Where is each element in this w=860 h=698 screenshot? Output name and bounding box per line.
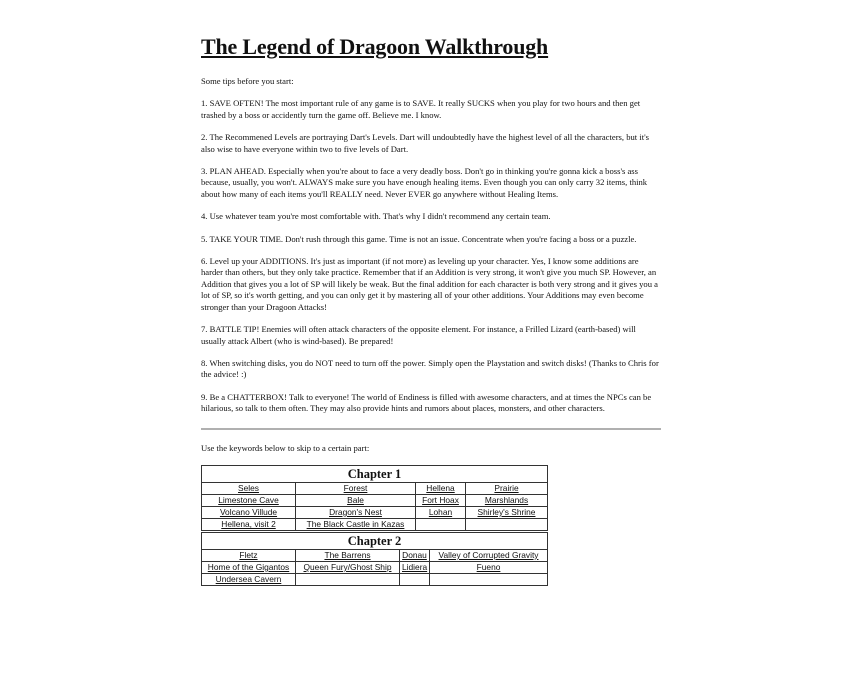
link-undersea-cavern[interactable]: Undersea Cavern [215, 573, 282, 584]
link-fueno[interactable]: Fueno [476, 561, 501, 572]
link-fort-hoax[interactable]: Fort Hoax [422, 494, 459, 505]
link-hellena[interactable]: Hellena [426, 482, 455, 493]
tip-6: 6. Level up your ADDITIONS. It's just as important (if not more) as leveling up your character. Yes, I know some additions are harder than others, but they only take practice. Remember that if an Addition is very strong, it won't give you much SP. However, an Addition that gives you a lot of SP will likely be weak. But the final addition for each character is both very strong and it gives you a lot of SP, so it's worth getting, and you can only get it by mastering all of your other additions. Your Additions may even become stronger than your Dragoon Attacks! [201, 256, 658, 312]
table-row [202, 573, 548, 585]
horizontal-divider [201, 428, 661, 430]
table-row [202, 482, 548, 494]
link-black-castle-kazas[interactable]: The Black Castle in Kazas [306, 518, 405, 529]
page-title: The Legend of Dragoon Walkthrough [201, 34, 549, 59]
table-row [202, 518, 548, 530]
link-the-barrens[interactable]: The Barrens [324, 549, 371, 560]
link-seles[interactable]: Seles [238, 482, 259, 493]
link-home-of-gigantos[interactable]: Home of the Gigantos [207, 561, 290, 572]
link-fletz[interactable]: Fletz [239, 549, 258, 560]
tip-4: 4. Use whatever team you're most comfortable with. That's why I didn't recommend any certain team. [201, 211, 551, 222]
tip-7: 7. BATTLE TIP! Enemies will often attack characters of the opposite element. For instance, a Frilled Lizard (earth-based) will usually attack Albert (who is wind-based). Be prepared! [201, 324, 636, 346]
link-volcano-villude[interactable]: Volcano Villude [219, 506, 278, 517]
table-row [202, 561, 548, 573]
link-queen-fury-ghost-ship[interactable]: Queen Fury/Ghost Ship [303, 561, 392, 572]
link-forest[interactable]: Forest [343, 482, 368, 493]
empty-cell [400, 573, 430, 585]
chapter-2-table [201, 532, 548, 586]
link-dragons-nest[interactable]: Dragon's Nest [329, 506, 382, 517]
link-bale[interactable]: Bale [347, 494, 364, 505]
link-prairie[interactable]: Prairie [494, 482, 519, 493]
tip-1: 1. SAVE OFTEN! The most important rule of any game is to SAVE. It really SUCKS when you play for two hours and then get trashed by a boss or accidently turn the game off. Believe me. I know. [201, 98, 641, 120]
link-limestone-cave[interactable]: Limestone Cave [218, 494, 279, 505]
link-hellena-visit-2[interactable]: Hellena, visit 2 [221, 518, 276, 529]
table-row [202, 549, 548, 561]
tip-8: 8. When switching disks, you do NOT need to turn off the power. Simply open the Playstation and switch disks! (Thanks to Chris for the advice! :) [201, 357, 659, 380]
keywords-intro: Use the keywords below to skip to a certain part: [201, 442, 370, 453]
table-row [202, 494, 548, 506]
chapter-1-table [201, 465, 548, 531]
chapter-2-heading: Chapter 2 [202, 532, 548, 549]
link-marshlands[interactable]: Marshlands [484, 494, 529, 505]
tip-2: 2. The Recommened Levels are portraying Dart's Levels. Dart will undoubtedly have the highest level of all the characters, but it's also wise to have everyone within two to five levels of Dart. [201, 132, 649, 154]
document-content [201, 34, 661, 586]
empty-cell [430, 573, 548, 585]
link-donau[interactable]: Donau [402, 549, 427, 560]
empty-cell [296, 573, 400, 585]
tip-3: 3. PLAN AHEAD. Especially when you're about to face a very deadly boss. Don't go in thinking you're gonna kick a boss's ass because, usually, you won't. ALWAYS make sure you have enough healing items. Even though you can only carry 32 items, think about how many of each items you'll REALLY need. Never EVER go anywhere without Healing Items. [201, 166, 648, 199]
empty-cell [416, 518, 466, 530]
tip-9: 9. Be a CHATTERBOX! Talk to everyone! The world of Endiness is filled with awesome characters, and at times the NPCs can be hilarious, so talk to them often. They may also provide hints and rumors about places, monsters, and other characters. [201, 391, 652, 414]
intro-text: Some tips before you start: [201, 76, 294, 86]
tip-5: 5. TAKE YOUR TIME. Don't rush through this game. Time is not an issue. Concentrate when you're facing a boss or a puzzle. [201, 233, 637, 244]
table-row [202, 506, 548, 518]
link-valley-corrupted-gravity[interactable]: Valley of Corrupted Gravity [438, 549, 539, 560]
link-shirleys-shrine[interactable]: Shirley's Shrine [477, 506, 536, 517]
link-lidiera[interactable]: Lidiera [402, 561, 428, 572]
link-lohan[interactable]: Lohan [428, 506, 453, 517]
chapter-1-heading: Chapter 1 [202, 465, 548, 482]
empty-cell [466, 518, 548, 530]
